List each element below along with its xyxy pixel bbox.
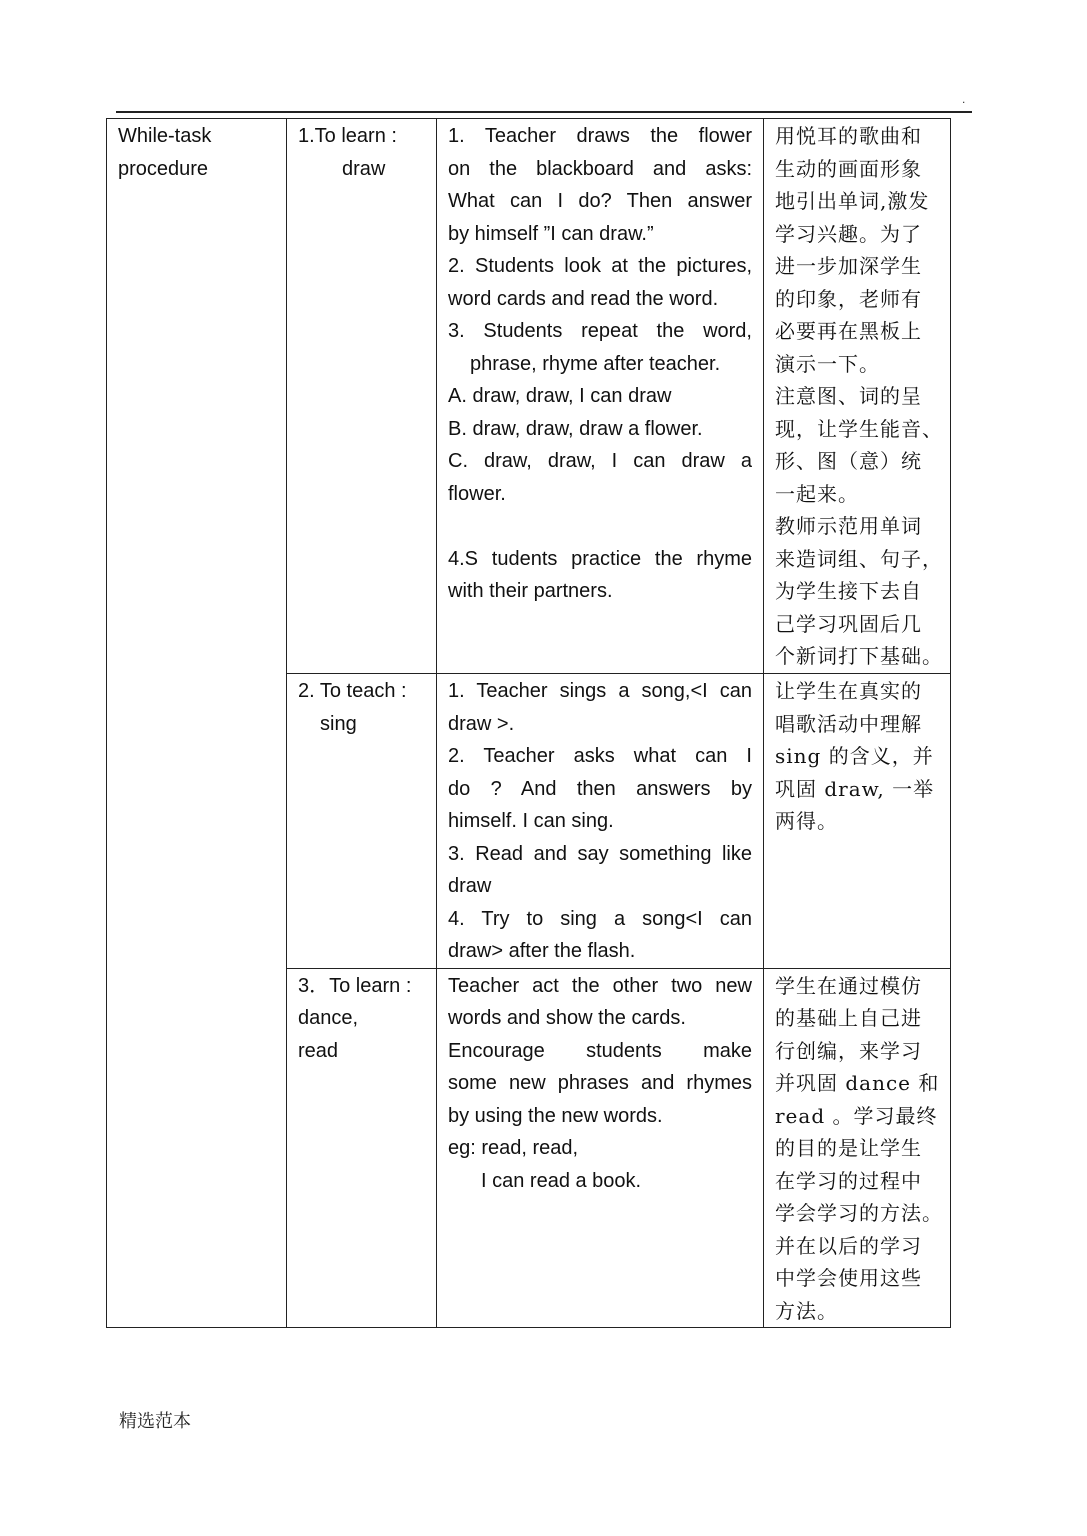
activity-cell (437, 674, 764, 969)
stage-line: procedure (118, 157, 209, 180)
activity-line: 4.S tudents practice the rhyme (448, 547, 752, 570)
lesson-plan-table (106, 118, 951, 1328)
activity-line: 3. Read and say something like (448, 842, 752, 865)
purpose-line: 注意图、词的呈 (775, 384, 922, 408)
purpose-line: 教师示范用单词 (775, 514, 922, 538)
activity-line: Teacher act the other two new (448, 974, 752, 997)
activity-line: Encourage students make (448, 1039, 752, 1062)
step-line: dance, (298, 1007, 359, 1029)
step-line: 2. To teach : (298, 680, 407, 702)
activity-cell (437, 968, 764, 1328)
activity-line: 3. Students repeat the word, (448, 320, 752, 342)
purpose-line: 的印象，老师有 (775, 286, 922, 311)
activity-line: with their partners. (448, 580, 613, 602)
step-line: 1.To learn : (298, 125, 397, 147)
purpose-line: 学生在通过模仿 (775, 973, 922, 998)
activity-line: do ? And then answers by (448, 777, 752, 800)
activity-line: by using the new words. (448, 1104, 663, 1127)
purpose-cell (764, 968, 951, 1328)
activity-line: C. draw, draw, I can draw a (448, 450, 752, 472)
activity-line: B. draw, draw, draw a flower. (448, 417, 703, 440)
activity-blank-line (448, 510, 752, 543)
purpose-line: 一起来。 (775, 481, 859, 506)
activity-cell (437, 119, 764, 674)
activity-line: 1. Teacher draws the flower (448, 125, 752, 147)
activity-line: eg: read, read, (448, 1137, 579, 1159)
step-cell (287, 119, 437, 674)
purpose-line: 用悦耳的歌曲和 (775, 124, 922, 148)
purpose-line: 地引出单词,激发 (775, 189, 930, 213)
purpose-line: 个新词打下基础。 (775, 644, 943, 668)
activity-line: draw >. (448, 712, 515, 735)
header-mark: . (962, 92, 966, 106)
activity-line: 4. Try to sing a song<I can (448, 907, 752, 930)
step-line: sing (320, 712, 357, 735)
purpose-line: 在学习的过程中 (775, 1168, 922, 1193)
purpose-line: 现，让学生能音、 (775, 416, 943, 441)
purpose-line: 来造词组、句子， (775, 546, 943, 571)
activity-line: What can I do? Then answer (448, 190, 752, 212)
activity-line: himself. I can sing. (448, 810, 614, 832)
activity-line: word cards and read the word. (448, 287, 719, 310)
purpose-line: 行创编，来学习 (775, 1038, 922, 1063)
activity-line: draw (448, 875, 492, 897)
purpose-line: 为学生接下去自 (775, 579, 922, 603)
activity-line: phrase, rhyme after teacher. (470, 352, 721, 375)
stage-line: While-task (118, 125, 212, 147)
purpose-line: 巩固 draw, 一举 (775, 776, 935, 801)
purpose-line: sing 的含义，并 (775, 744, 934, 768)
purpose-line: 生动的画面形象 (775, 156, 922, 181)
step-line: read (298, 1039, 339, 1062)
purpose-line: 中学会使用这些 (775, 1266, 922, 1290)
purpose-line: 演示一下。 (775, 351, 880, 376)
purpose-line: 并巩固 dance 和 (775, 1071, 940, 1095)
purpose-line: 的目的是让学生 (775, 1136, 922, 1160)
step-cell (287, 674, 437, 969)
activity-line: by himself ”I can draw.” (448, 222, 654, 245)
purpose-line: 的基础上自己进 (775, 1006, 922, 1030)
purpose-cell (764, 674, 951, 969)
purpose-line: 进一步加深学生 (775, 254, 922, 278)
step-line: draw (342, 157, 386, 180)
purpose-line: 两得。 (775, 809, 838, 833)
header-rule (116, 111, 972, 113)
purpose-line: 唱歌活动中理解 (775, 711, 922, 736)
activity-line: draw> after the flash. (448, 940, 636, 962)
step-cell (287, 968, 437, 1328)
activity-line: A. draw, draw, I can draw (448, 385, 672, 407)
activity-line: 1. Teacher sings a song,<I can (448, 680, 752, 702)
purpose-line: 形、图（意）统 (775, 449, 922, 473)
activity-line: flower. (448, 482, 506, 505)
activity-line: I can read a book. (481, 1169, 642, 1192)
purpose-line: 方法。 (775, 1298, 838, 1323)
stage-cell (107, 119, 287, 1328)
purpose-line: read 。学习最终 (775, 1103, 938, 1128)
purpose-line: 并在以后的学习 (775, 1233, 922, 1258)
footer-label: 精选范本 (119, 1411, 191, 1432)
activity-line: on the blackboard and asks: (448, 157, 752, 180)
purpose-line: 己学习巩固后几 (775, 611, 922, 636)
purpose-line: 学会学习的方法。 (775, 1201, 943, 1225)
purpose-line: 让学生在真实的 (775, 679, 922, 703)
step-line: 3．To learn : (298, 974, 412, 997)
purpose-line: 学习兴趣。为了 (775, 221, 922, 246)
activity-line: some new phrases and rhymes (448, 1072, 752, 1094)
activity-line: 2. Teacher asks what can I (448, 745, 752, 767)
activity-line: words and show the cards. (448, 1007, 686, 1029)
activity-line: 2. Students look at the pictures, (448, 255, 752, 277)
table-row (107, 119, 951, 674)
purpose-line: 必要再在黑板上 (775, 319, 922, 343)
purpose-cell (764, 119, 951, 674)
